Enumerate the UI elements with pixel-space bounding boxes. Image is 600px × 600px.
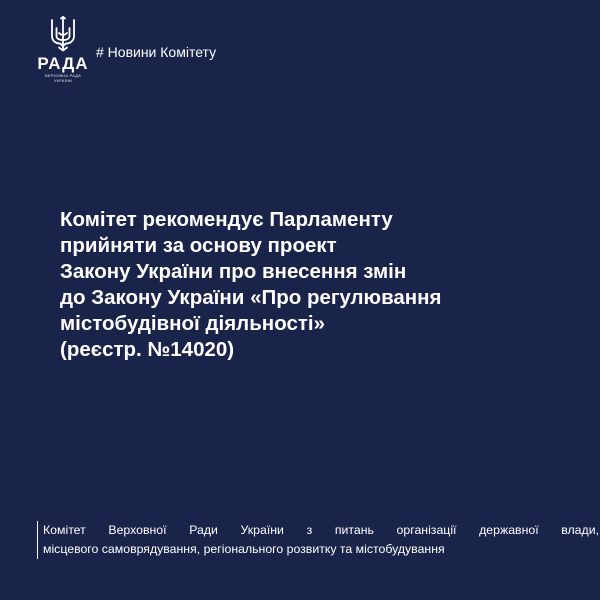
footer-line: місцевого самоврядування, регіонального розвитку та містобудування	[43, 542, 445, 556]
footer-line: Комітет Верховної Ради України з питань організації державної влади,	[43, 523, 599, 537]
headline-line: (реєстр. №14020)	[60, 338, 235, 361]
logo-subtitle-line-1: ВЕРХОВНА РАДА	[45, 73, 81, 78]
logo-subtitle-line-2: УКРАЇНИ	[53, 78, 73, 83]
rada-logo	[33, 16, 93, 90]
headline-line: Комітет рекомендує Парламенту	[60, 208, 393, 231]
news-hashtag: # Новини Комітету	[96, 44, 217, 60]
headline-line: містобудівної діяльності»	[60, 312, 325, 335]
headline-line: до Закону України «Про регулювання	[60, 286, 442, 309]
committee-footer	[37, 521, 599, 559]
trident-icon	[50, 16, 76, 52]
headline	[60, 207, 580, 363]
headline-line: прийняти за основу проект	[60, 234, 337, 257]
logo-wordmark: РАДА	[37, 54, 89, 73]
headline-line: Закону України про внесення змін	[60, 260, 407, 283]
